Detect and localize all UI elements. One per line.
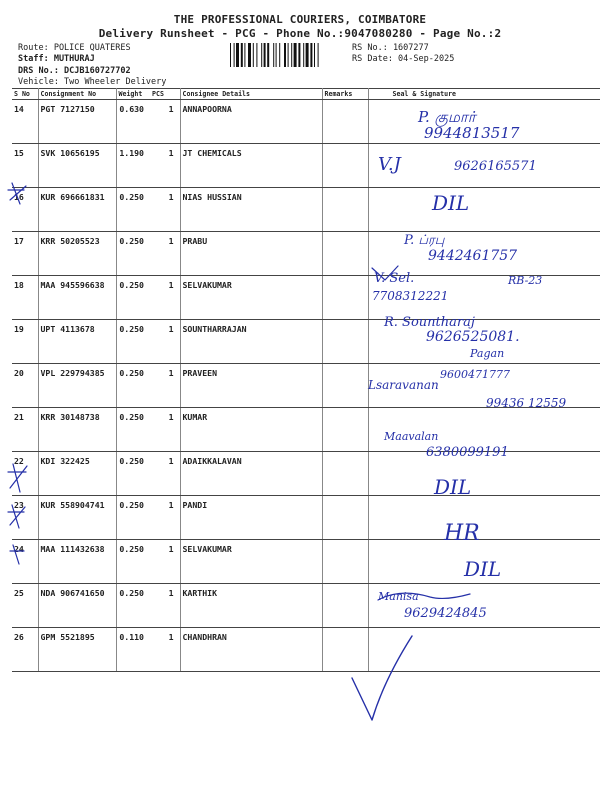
- row-consignee: ADAIKKALAVAN: [180, 452, 322, 496]
- handwritten-note: 9626525081.: [426, 329, 520, 345]
- row-remarks: [322, 540, 368, 584]
- barcode: [230, 43, 348, 67]
- row-consignment: MAA 945596638: [38, 276, 116, 320]
- row-pcs: 1: [150, 496, 180, 540]
- row-pcs: 1: [150, 144, 180, 188]
- row-remarks: [322, 320, 368, 364]
- barcode-bar: [230, 43, 231, 67]
- barcode-bar: [264, 43, 266, 67]
- row-seal: [368, 540, 600, 584]
- row-seal: [368, 320, 600, 364]
- row-seal: [368, 144, 600, 188]
- col-consignee: Consignee Details: [180, 89, 322, 100]
- handwritten-note: DIL: [434, 475, 472, 499]
- row-weight: 0.250: [116, 188, 150, 232]
- row-consignment: KDI 322425: [38, 452, 116, 496]
- col-sno: S No: [12, 89, 38, 100]
- barcode-bar: [244, 43, 245, 67]
- col-weight: Weight: [116, 89, 150, 100]
- row-weight: 0.630: [116, 100, 150, 144]
- row-remarks: [322, 100, 368, 144]
- staff-label: Staff: MUTHURAJ: [18, 54, 95, 64]
- row-seal: [368, 276, 600, 320]
- row-consignee: ANNAPOORNA: [180, 100, 322, 144]
- row-consignment: MAA 111432638: [38, 540, 116, 584]
- row-weight: 0.250: [116, 232, 150, 276]
- row-sno: 22: [12, 452, 38, 496]
- barcode-bar: [256, 43, 257, 67]
- row-remarks: [322, 628, 368, 672]
- company-title: THE PROFESSIONAL COURIERS, COIMBATORE: [173, 13, 427, 26]
- barcode-bar: [284, 43, 286, 67]
- row-remarks: [322, 364, 368, 408]
- row-sno: 25: [12, 584, 38, 628]
- row-weight: 0.250: [116, 320, 150, 364]
- row-weight: 0.250: [116, 408, 150, 452]
- rs-number: RS No.: 1607277: [352, 43, 429, 53]
- row-remarks: [322, 188, 368, 232]
- row-seal: [368, 496, 600, 540]
- row-pcs: 1: [150, 408, 180, 452]
- handwritten-note: DIL: [432, 191, 470, 215]
- barcode-bar: [303, 43, 304, 67]
- runsheet-table: [12, 88, 600, 672]
- row-consignment: NDA 906741650: [38, 584, 116, 628]
- vehicle-label: Vehicle: Two Wheeler Delivery: [18, 77, 167, 87]
- row-remarks: [322, 276, 368, 320]
- row-sno: 24: [12, 540, 38, 584]
- row-weight: 0.250: [116, 496, 150, 540]
- rs-date: RS Date: 04-Sep-2025: [352, 54, 455, 64]
- handwritten-note: RB-23: [508, 274, 543, 287]
- barcode-bar: [288, 43, 289, 67]
- row-weight: 0.250: [116, 452, 150, 496]
- col-consignment: Consignment No: [38, 89, 116, 100]
- runsheet-subtitle: Delivery Runsheet - PCG - Phone No.:9047080280 - Page No.:2: [98, 27, 502, 40]
- barcode-bar: [273, 43, 274, 67]
- barcode-bar: [314, 43, 315, 67]
- row-consignee: SELVAKUMAR: [180, 540, 322, 584]
- barcode-bar: [291, 43, 292, 67]
- table-row: [12, 100, 600, 144]
- row-pcs: 1: [150, 628, 180, 672]
- barcode-bar: [261, 43, 262, 67]
- table-row: [12, 496, 600, 540]
- row-remarks: [322, 496, 368, 540]
- row-consignee: PRABU: [180, 232, 322, 276]
- barcode-bar: [276, 43, 277, 67]
- row-remarks: [322, 144, 368, 188]
- col-seal: Seal & Signature: [368, 89, 600, 100]
- row-consignment: KUR 696661831: [38, 188, 116, 232]
- row-sno: 17: [12, 232, 38, 276]
- row-seal: [368, 232, 600, 276]
- row-sno: 23: [12, 496, 38, 540]
- row-sno: 16: [12, 188, 38, 232]
- table-row: [12, 320, 600, 364]
- barcode-bar: [306, 43, 309, 67]
- row-consignment: SVK 10656195: [38, 144, 116, 188]
- row-consignee: CHANDHRAN: [180, 628, 322, 672]
- handwritten-note: V.J: [378, 154, 401, 175]
- table-row: [12, 364, 600, 408]
- table-row: [12, 628, 600, 672]
- row-consignment: VPL 229794385: [38, 364, 116, 408]
- route-label: Route: POLICE QUATERES: [18, 43, 131, 53]
- row-seal: [368, 452, 600, 496]
- handwritten-note: 7708312221: [372, 289, 449, 303]
- table-row: [12, 584, 600, 628]
- row-sno: 14: [12, 100, 38, 144]
- row-consignee: PANDI: [180, 496, 322, 540]
- handwritten-note: Maavalan: [384, 430, 439, 443]
- col-pcs: PCS: [150, 89, 180, 100]
- row-weight: 0.250: [116, 276, 150, 320]
- handwritten-note: Pagan: [470, 347, 505, 360]
- row-weight: 0.250: [116, 584, 150, 628]
- row-consignee: PRAVEEN: [180, 364, 322, 408]
- row-consignment: KUR 558904741: [38, 496, 116, 540]
- barcode-bar: [248, 43, 251, 67]
- row-consignee: KUMAR: [180, 408, 322, 452]
- row-remarks: [322, 408, 368, 452]
- handwritten-note: Lsaravanan: [368, 378, 439, 392]
- drs-label: DRS No.: DCJB160727702: [18, 66, 131, 76]
- row-pcs: 1: [150, 276, 180, 320]
- row-seal: [368, 628, 600, 672]
- row-seal: [368, 408, 600, 452]
- table-row: [12, 452, 600, 496]
- row-weight: 0.110: [116, 628, 150, 672]
- row-consignee: SELVAKUMAR: [180, 276, 322, 320]
- barcode-bar: [253, 43, 254, 67]
- barcode-bar: [279, 43, 280, 67]
- row-pcs: 1: [150, 452, 180, 496]
- row-pcs: 1: [150, 232, 180, 276]
- row-pcs: 1: [150, 320, 180, 364]
- handwritten-note: 9944813517: [424, 124, 520, 142]
- table-row: [12, 276, 600, 320]
- handwritten-note: P. குமார்: [418, 108, 476, 126]
- barcode-bar: [298, 43, 300, 67]
- barcode-bar: [294, 43, 297, 67]
- table-row: [12, 540, 600, 584]
- handwritten-note: R. Sountharaj: [384, 315, 475, 330]
- handwritten-note: 99436 12559: [486, 396, 567, 410]
- row-seal: [368, 188, 600, 232]
- row-consignee: NIAS HUSSIAN: [180, 188, 322, 232]
- barcode-bar: [241, 43, 243, 67]
- row-sno: 26: [12, 628, 38, 672]
- row-weight: 0.250: [116, 364, 150, 408]
- row-seal: [368, 100, 600, 144]
- row-pcs: 1: [150, 188, 180, 232]
- row-consignment: PGT 7127150: [38, 100, 116, 144]
- handwritten-note: Manisa: [378, 590, 419, 603]
- row-consignee: KARTHIK: [180, 584, 322, 628]
- handwritten-note: 9442461757: [428, 248, 518, 264]
- table-row: [12, 188, 600, 232]
- row-consignment: KRR 30148738: [38, 408, 116, 452]
- row-sno: 15: [12, 144, 38, 188]
- handwritten-note: HR: [444, 521, 480, 546]
- row-seal: [368, 364, 600, 408]
- barcode-bar: [267, 43, 269, 67]
- table-row: [12, 144, 600, 188]
- barcode-bar: [318, 43, 319, 67]
- handwritten-note: 9629424845: [404, 606, 487, 621]
- table-header-row: [12, 89, 600, 100]
- row-consignee: JT CHEMICALS: [180, 144, 322, 188]
- row-remarks: [322, 232, 368, 276]
- row-seal: [368, 584, 600, 628]
- row-sno: 19: [12, 320, 38, 364]
- row-pcs: 1: [150, 540, 180, 584]
- row-consignment: KRR 50205523: [38, 232, 116, 276]
- row-consignment: GPM 5521895: [38, 628, 116, 672]
- handwritten-note: DIL: [464, 557, 502, 581]
- col-remarks: Remarks: [322, 89, 368, 100]
- row-pcs: 1: [150, 100, 180, 144]
- row-weight: 0.250: [116, 540, 150, 584]
- barcode-bar: [234, 43, 235, 67]
- row-sno: 21: [12, 408, 38, 452]
- barcode-bar: [236, 43, 239, 67]
- handwritten-note: V. Sel.: [374, 271, 415, 286]
- row-pcs: 1: [150, 584, 180, 628]
- handwritten-note: 9600471777: [440, 368, 510, 381]
- row-pcs: 1: [150, 364, 180, 408]
- handwritten-note: P. ப்ரபு: [404, 233, 445, 248]
- barcode-bar: [310, 43, 312, 67]
- row-consignment: UPT 4113678: [38, 320, 116, 364]
- row-weight: 1.190: [116, 144, 150, 188]
- table-row: [12, 232, 600, 276]
- table-row: [12, 408, 600, 452]
- row-consignee: SOUNTHARRAJAN: [180, 320, 322, 364]
- handwritten-note: 9626165571: [454, 159, 537, 174]
- row-sno: 20: [12, 364, 38, 408]
- row-remarks: [322, 584, 368, 628]
- row-remarks: [322, 452, 368, 496]
- row-sno: 18: [12, 276, 38, 320]
- handwritten-note: 6380099191: [426, 445, 509, 460]
